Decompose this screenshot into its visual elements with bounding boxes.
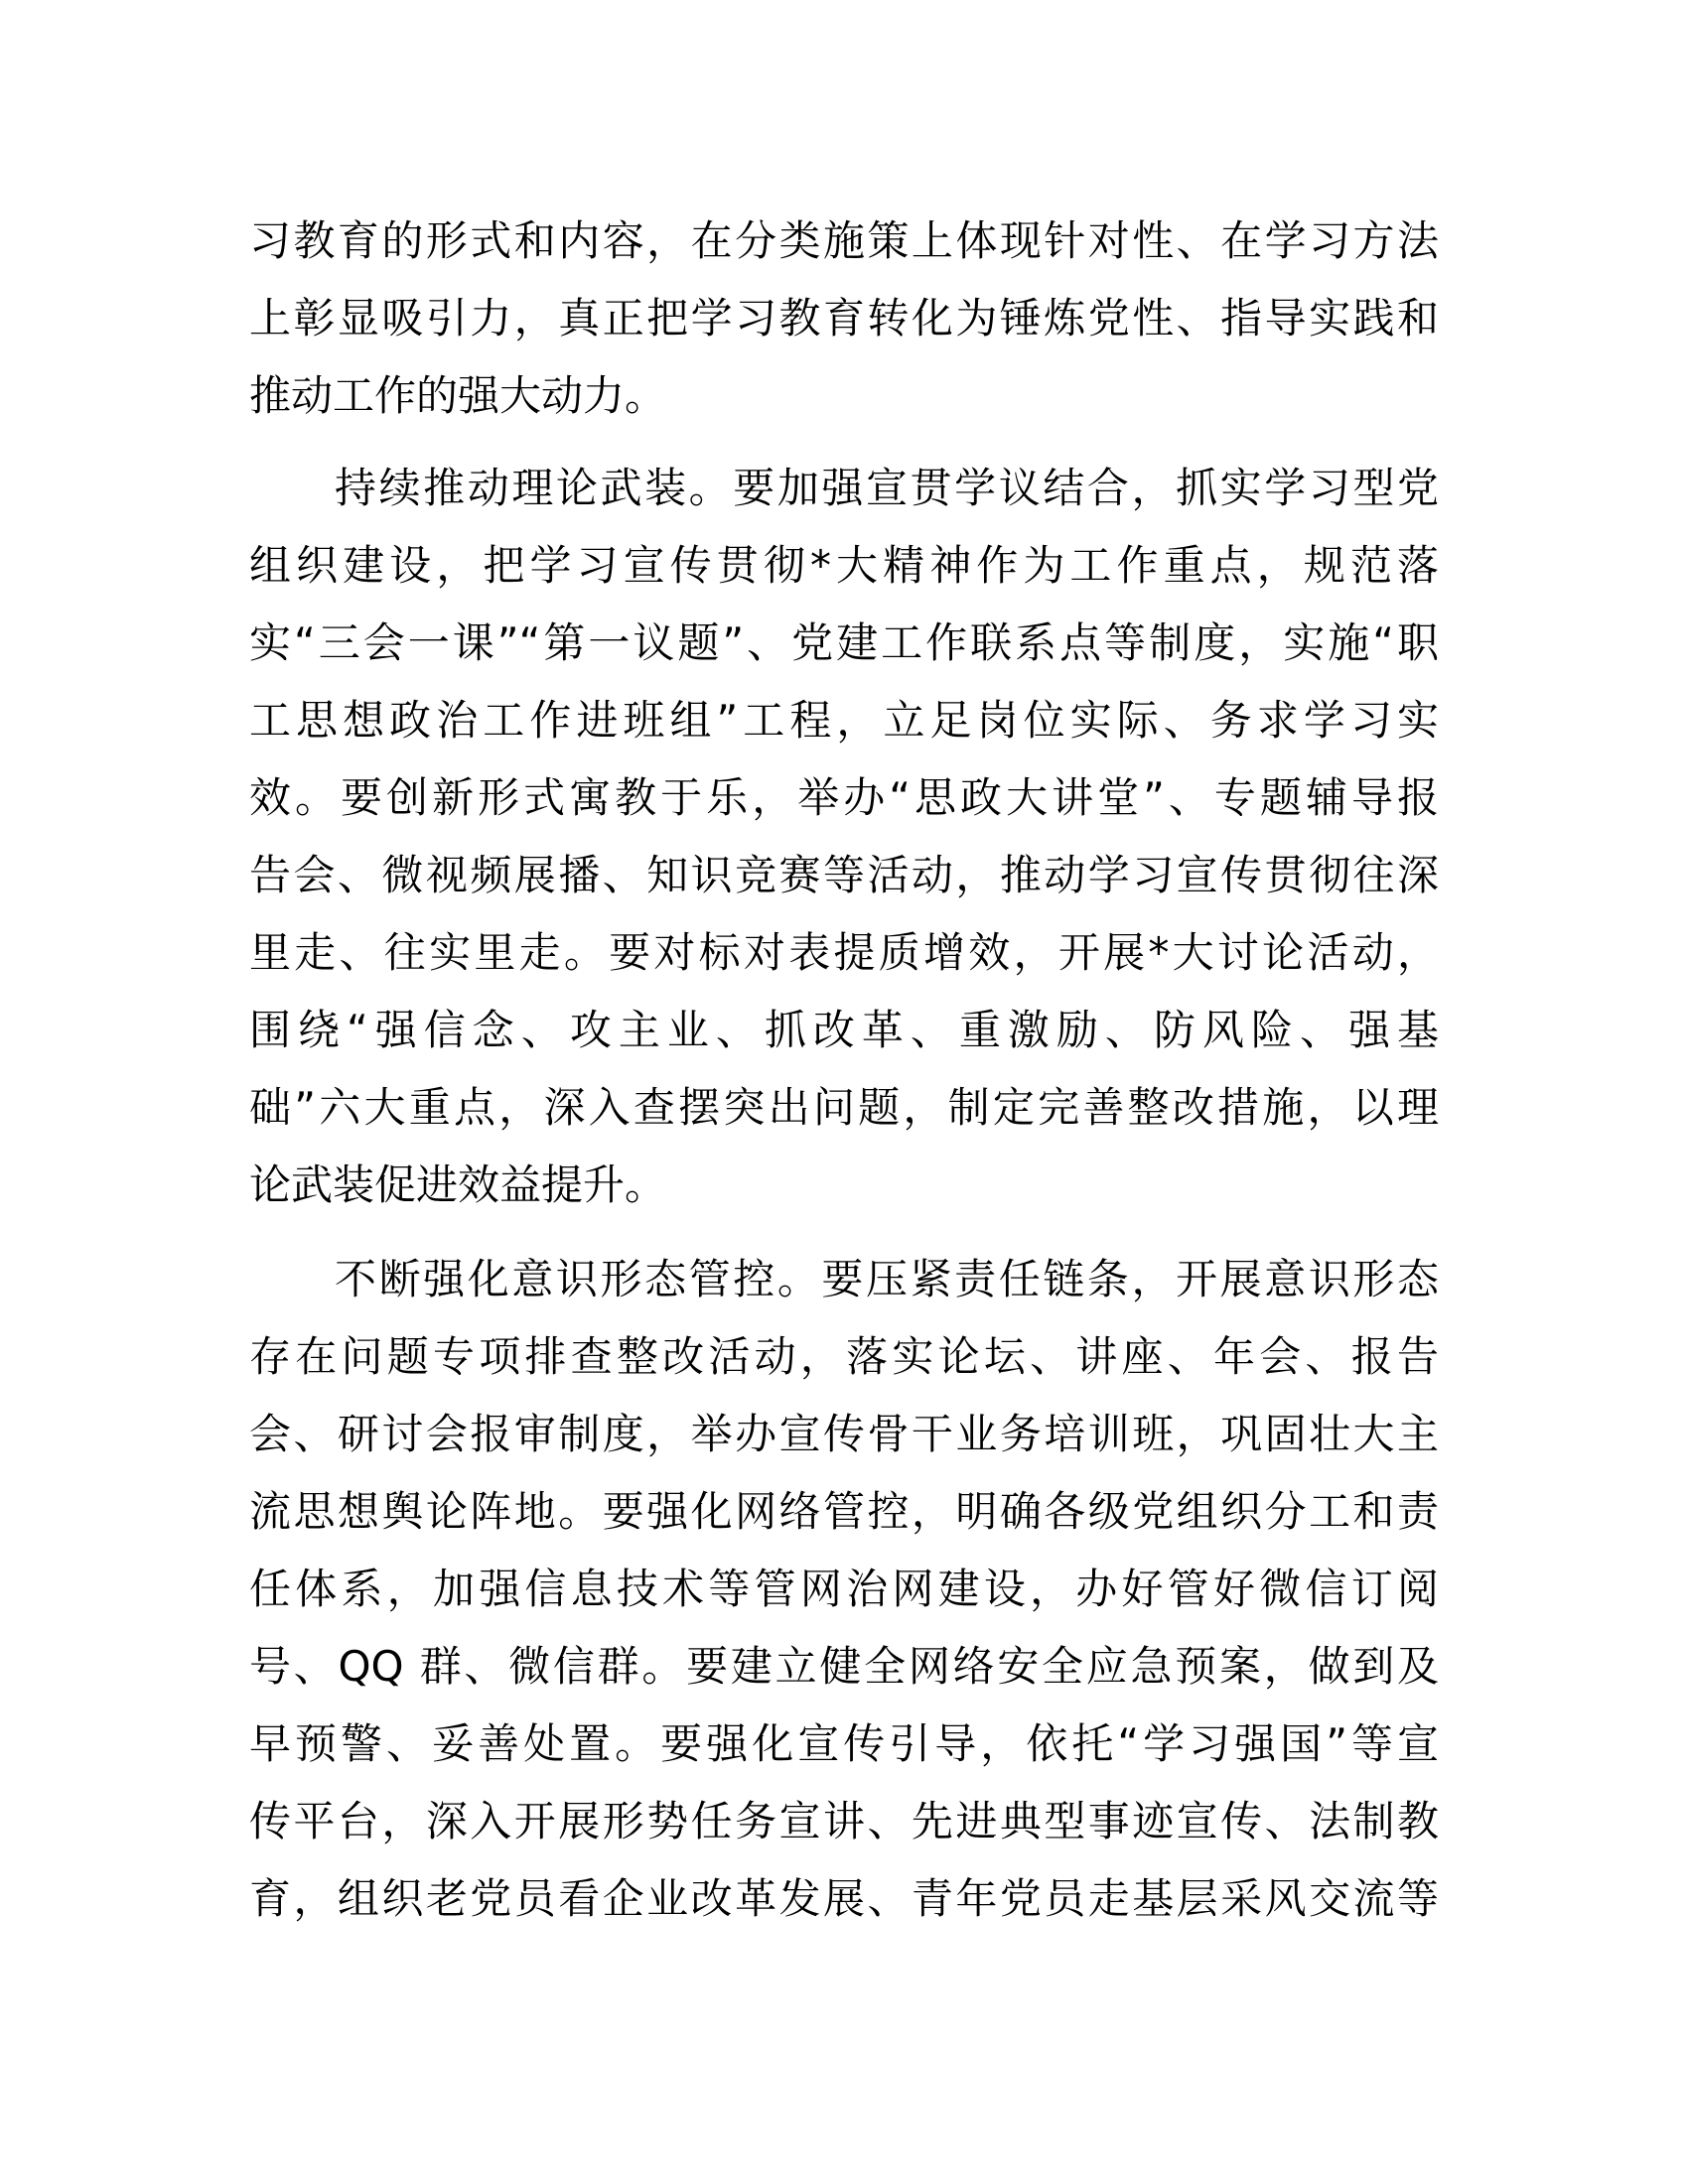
paragraph-line: 流思想舆论阵地。要强化网络管控，明确各级党组织分工和责	[249, 1487, 1439, 1536]
paragraph-line: 组织建设，把学习宣传贯彻*大精神作为工作重点，规范落	[249, 541, 1439, 590]
paragraph-line: 推动工作的强大动力。	[249, 371, 667, 420]
paragraph-first-line: 持续推动理论武装。要加强宣贯学议结合，抓实学习型党	[335, 464, 1439, 512]
paragraph-line: 论武装促进效益提升。	[249, 1160, 667, 1209]
paragraph-line: 传平台，深入开展形势任务宣讲、先进典型事迹宣传、法制教	[249, 1797, 1439, 1845]
paragraph-line: 工思想政治工作进班组”工程，立足岗位实际、务求学习实	[249, 696, 1439, 745]
paragraph-line: 任体系，加强信息技术等管网治网建设，办好管好微信订阅	[249, 1565, 1439, 1613]
paragraph-line: 存在问题专项排查整改活动，落实论坛、讲座、年会、报告	[249, 1332, 1439, 1381]
paragraph-line: 上彰显吸引力，真正把学习教育转化为锤炼党性、指导实践和	[249, 294, 1439, 342]
paragraph-line: 里走、往实里走。要对标对表提质增效，开展*大讨论活动，	[249, 928, 1439, 977]
paragraph-line: 围绕“强信念、攻主业、抓改革、重激励、防风险、强基	[249, 1006, 1439, 1054]
paragraph-line: 号、QQ 群、微信群。要建立健全网络安全应急预案，做到及	[249, 1642, 1439, 1691]
paragraph-line: 育，组织老党员看企业改革发展、青年党员走基层采风交流等	[249, 1874, 1439, 1923]
paragraph-line: 告会、微视频展播、知识竞赛等活动，推动学习宣传贯彻往深	[249, 851, 1439, 899]
paragraph-line: 础”六大重点，深入查摆突出问题，制定完善整改措施，以理	[249, 1083, 1439, 1132]
paragraph-line: 习教育的形式和内容，在分类施策上体现针对性、在学习方法	[249, 216, 1439, 265]
paragraph-line: 早预警、妥善处置。要强化宣传引导，依托“学习强国”等宣	[249, 1719, 1439, 1768]
paragraph-line: 实“三会一课”“第一议题”、党建工作联系点等制度，实施“职	[249, 618, 1439, 667]
paragraph-line: 效。要创新形式寓教于乐，举办“思政大讲堂”、专题辅导报	[249, 773, 1439, 822]
paragraph-first-line: 不断强化意识形态管控。要压紧责任链条，开展意识形态	[335, 1255, 1439, 1303]
paragraph-line: 会、研讨会报审制度，举办宣传骨干业务培训班，巩固壮大主	[249, 1410, 1439, 1458]
